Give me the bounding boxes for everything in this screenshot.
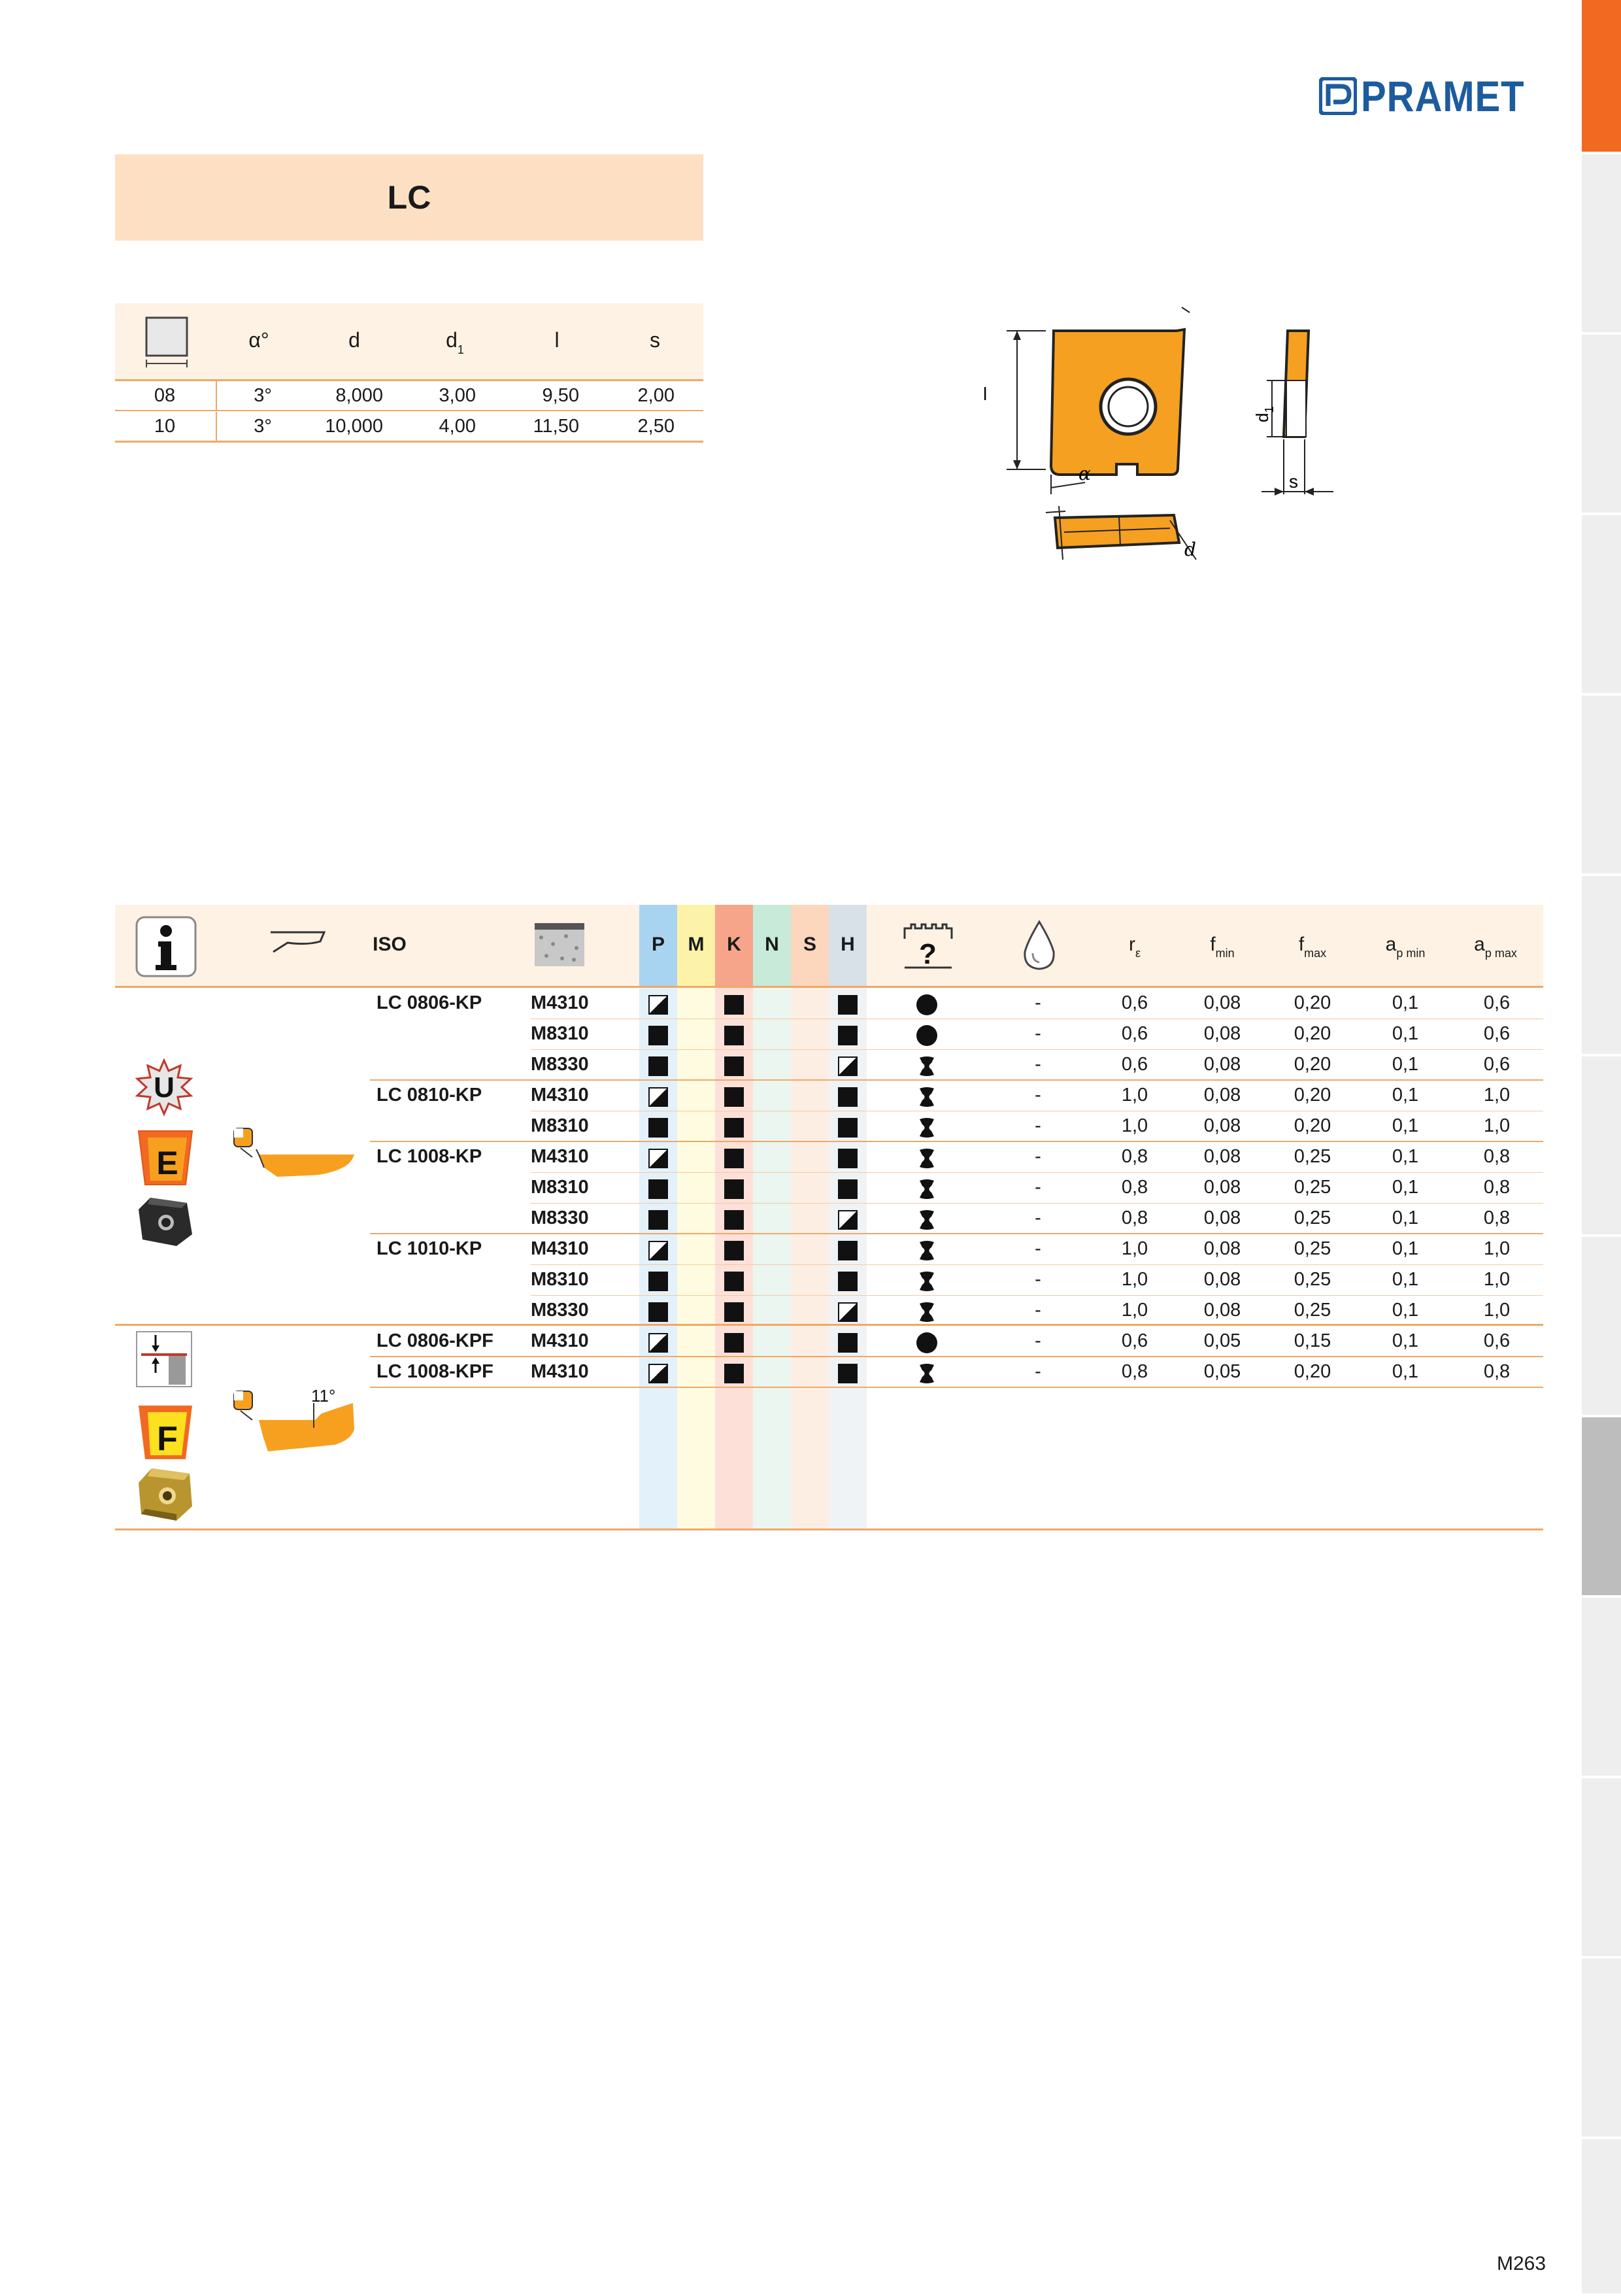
depth-max: 1,0	[1483, 1269, 1511, 1290]
feed-max: 0,25	[1294, 1177, 1331, 1198]
header-d: d	[348, 328, 360, 352]
suitability-p	[648, 1333, 668, 1353]
material-column-s	[791, 905, 829, 1530]
coolant-value: -	[1035, 1085, 1041, 1106]
feed-min: 0,08	[1203, 1115, 1241, 1136]
cell-size: 08	[154, 385, 176, 406]
kpf-chipbreaker-section-icon	[230, 1389, 361, 1467]
group-divider	[115, 1324, 1543, 1326]
side-tab[interactable]	[1582, 876, 1621, 1056]
feed-min: 0,08	[1203, 1023, 1241, 1044]
product-title-bar	[115, 154, 703, 241]
suitability-p	[648, 995, 668, 1015]
divider	[115, 986, 1543, 988]
depth-min: 0,1	[1392, 1238, 1419, 1259]
header-apmax	[1474, 934, 1517, 960]
coolant-value: -	[1035, 1207, 1041, 1228]
corner-radius: 1,0	[1121, 1085, 1148, 1106]
header-material-m: M	[688, 934, 705, 955]
drawing-label-d: d	[1184, 539, 1196, 560]
depth-max: 0,6	[1483, 1023, 1511, 1044]
grade-name: M4310	[531, 1146, 589, 1167]
suitability-h	[838, 1179, 858, 1199]
cell-size: 10	[154, 416, 176, 437]
condition-normal-icon	[916, 1178, 938, 1200]
header-d1	[446, 328, 464, 356]
feed-max: 0,20	[1294, 1361, 1331, 1382]
header-fmax	[1298, 934, 1327, 960]
edge-type-f-icon	[136, 1403, 195, 1462]
feed-min: 0,08	[1203, 1207, 1241, 1228]
coolant-value: -	[1035, 1054, 1041, 1075]
side-tab[interactable]	[1582, 1056, 1621, 1237]
coolant-value: -	[1035, 1177, 1041, 1198]
drawing-label-d1: $d_1$	[1252, 406, 1276, 422]
edge-letter-f: F	[157, 1420, 178, 1458]
side-tab[interactable]	[1582, 515, 1621, 696]
grade-name: M4310	[531, 1330, 589, 1351]
grade-name: M4310	[531, 1361, 589, 1382]
coolant-value: -	[1035, 1361, 1041, 1382]
suitability-k	[724, 1333, 744, 1353]
corner-radius: 1,0	[1121, 1269, 1148, 1290]
depth-min: 0,1	[1392, 1300, 1419, 1321]
kp-chipbreaker-section-icon	[230, 1126, 361, 1185]
header-apmax-main: a	[1474, 934, 1485, 955]
feed-max: 0,20	[1294, 1085, 1331, 1106]
condition-normal-icon	[916, 1147, 938, 1170]
coolant-value: -	[1035, 1330, 1041, 1351]
edge-type-e-icon	[136, 1128, 195, 1187]
side-tab[interactable]	[1582, 1959, 1621, 2139]
row-divider	[531, 1049, 1543, 1050]
grade-name: M8330	[531, 1300, 589, 1321]
dimension-row	[115, 381, 703, 410]
header-apmin	[1385, 934, 1426, 960]
corner-radius: 1,0	[1121, 1300, 1148, 1321]
condition-normal-icon	[916, 1270, 938, 1292]
suitability-k	[724, 1210, 744, 1230]
corner-radius: 0,6	[1121, 992, 1148, 1013]
grade-name: M8330	[531, 1054, 589, 1075]
material-column-n	[753, 905, 791, 1530]
corner-radius: 1,0	[1121, 1238, 1148, 1259]
header-apmin-main: a	[1385, 934, 1397, 955]
dimension-table-header	[115, 303, 703, 380]
condition-normal-icon	[916, 1086, 938, 1108]
suitability-p	[648, 1056, 668, 1076]
depth-min: 0,1	[1392, 1361, 1419, 1382]
header-material-k: K	[727, 934, 741, 955]
suitability-h	[838, 1087, 858, 1107]
header-material-n: N	[765, 934, 779, 955]
depth-min: 0,1	[1392, 1054, 1419, 1075]
corner-radius: 0,8	[1121, 1207, 1148, 1228]
feed-max: 0,20	[1294, 992, 1331, 1013]
suitability-h	[838, 1149, 858, 1168]
suitability-p	[648, 1302, 668, 1322]
grade-material-icon	[533, 922, 586, 969]
insert-size-icon	[144, 315, 191, 370]
side-tab[interactable]	[1582, 335, 1621, 515]
header-l: l	[554, 328, 560, 352]
header-fmin-sub: min	[1215, 947, 1235, 960]
coolant-value: -	[1035, 1115, 1041, 1136]
finishing-depth-icon	[135, 1330, 193, 1389]
coolant-value: -	[1035, 1023, 1041, 1044]
depth-max: 0,8	[1483, 1361, 1511, 1382]
insert-technical-drawing	[974, 298, 1340, 573]
info-icon[interactable]	[135, 915, 197, 978]
side-tab[interactable]	[1582, 154, 1621, 335]
suitability-k	[724, 1149, 744, 1168]
condition-stable-icon	[916, 1332, 937, 1353]
suitability-k	[724, 1241, 744, 1260]
universal-letter: U	[154, 1072, 175, 1104]
suitability-h	[838, 1210, 858, 1230]
feed-min: 0,08	[1203, 1269, 1241, 1290]
feed-min: 0,08	[1203, 1146, 1241, 1167]
operation-conditions-icon	[902, 922, 954, 971]
page-number: M263	[1497, 2253, 1546, 2274]
cell-d: 10,000	[325, 416, 383, 437]
depth-max: 0,6	[1483, 1330, 1511, 1351]
grade-name: M8330	[531, 1207, 589, 1228]
kpf-insert-photo-icon	[136, 1464, 196, 1525]
feed-max: 0,25	[1294, 1146, 1331, 1167]
suitability-k	[724, 1364, 744, 1383]
suitability-h	[838, 1118, 858, 1138]
grade-name: M4310	[531, 1085, 589, 1106]
depth-min: 0,1	[1392, 1207, 1419, 1228]
header-material-h: H	[841, 934, 855, 955]
suitability-k	[724, 1272, 744, 1291]
depth-max: 1,0	[1483, 1085, 1511, 1106]
drawing-label-s: s	[1289, 471, 1298, 492]
depth-min: 0,1	[1392, 1115, 1419, 1136]
row-divider	[531, 1172, 1543, 1173]
grade-name: M4310	[531, 992, 589, 1013]
header-fmax-main: f	[1298, 934, 1305, 955]
feed-max: 0,15	[1294, 1330, 1331, 1351]
condition-stable-icon	[916, 1025, 937, 1046]
cell-s: 2,00	[637, 385, 675, 406]
grade-name: M8310	[531, 1269, 589, 1290]
suitability-h	[838, 1364, 858, 1383]
chipbreaker-profile-icon	[268, 928, 327, 961]
suitability-k	[724, 1179, 744, 1199]
depth-max: 0,8	[1483, 1177, 1511, 1198]
header-s: s	[650, 328, 660, 352]
side-tabs	[1582, 0, 1621, 2293]
iso-code: LC 0810-KP	[376, 1085, 482, 1106]
header-d1-main: d	[446, 328, 458, 352]
suitability-h	[838, 1026, 858, 1045]
suitability-k	[724, 1118, 744, 1138]
header-fmin-main: f	[1210, 934, 1216, 955]
suitability-k	[724, 1026, 744, 1045]
feed-max: 0,25	[1294, 1269, 1331, 1290]
depth-max: 0,8	[1483, 1146, 1511, 1167]
edge-letter-e: E	[156, 1145, 178, 1181]
header-fmax-sub: max	[1304, 947, 1327, 960]
side-tab[interactable]	[1582, 696, 1621, 876]
row-group-divider	[370, 1079, 1543, 1081]
universal-machining-icon	[135, 1058, 193, 1117]
iso-code: LC 0806-KPF	[376, 1330, 493, 1351]
suitability-p	[648, 1272, 668, 1291]
suitability-k	[724, 995, 744, 1015]
feed-min: 0,08	[1203, 1054, 1241, 1075]
suitability-p	[648, 1210, 668, 1230]
rake-angle-label: 11°	[311, 1389, 336, 1406]
feed-min: 0,08	[1203, 992, 1241, 1013]
condition-normal-icon	[916, 1209, 938, 1231]
row-group-divider	[370, 1233, 1543, 1234]
side-tab-current[interactable]	[1582, 1417, 1621, 1598]
depth-min: 0,1	[1392, 1146, 1419, 1167]
brand-logo	[1319, 73, 1547, 119]
corner-radius: 1,0	[1121, 1115, 1148, 1136]
feed-max: 0,25	[1294, 1238, 1331, 1259]
depth-max: 1,0	[1483, 1300, 1511, 1321]
corner-radius: 0,8	[1121, 1361, 1148, 1382]
suitability-p	[648, 1179, 668, 1199]
header-apmax-sub: p max	[1484, 947, 1517, 960]
grade-name: M8310	[531, 1023, 589, 1044]
depth-min: 0,1	[1392, 1269, 1419, 1290]
drawing-label-alpha: α	[1078, 463, 1091, 484]
feed-min: 0,08	[1203, 1177, 1241, 1198]
coolant-value: -	[1035, 1269, 1041, 1290]
depth-min: 0,1	[1392, 1023, 1419, 1044]
divider	[216, 381, 217, 410]
table-bottom-divider	[115, 1528, 1543, 1530]
header-fmin	[1210, 934, 1235, 960]
suitability-h	[838, 1302, 858, 1322]
side-tab[interactable]	[1582, 1237, 1621, 1417]
feed-max: 0,25	[1294, 1300, 1331, 1321]
cell-d1: 4,00	[439, 416, 476, 437]
condition-normal-icon	[916, 1117, 938, 1139]
suitability-k	[724, 1302, 744, 1322]
divider	[115, 441, 703, 443]
header-alpha: α°	[248, 328, 269, 352]
header-iso: ISO	[373, 934, 407, 955]
feed-min: 0,08	[1203, 1300, 1241, 1321]
row-divider	[531, 1295, 1543, 1296]
kp-insert-photo-icon	[136, 1194, 196, 1250]
header-material-p: P	[651, 934, 665, 955]
suitability-k	[724, 1056, 744, 1076]
side-tab[interactable]	[1582, 1778, 1621, 1959]
divider	[216, 412, 217, 441]
header-r	[1128, 934, 1141, 960]
suitability-p	[648, 1087, 668, 1107]
corner-radius: 0,6	[1121, 1330, 1148, 1351]
header-r-sub: ε	[1135, 947, 1141, 960]
brand-name: PRAMET	[1361, 72, 1525, 120]
row-divider	[531, 1264, 1543, 1265]
condition-normal-icon	[916, 1240, 938, 1262]
corner-radius: 0,6	[1121, 1054, 1148, 1075]
suitability-h	[838, 995, 858, 1015]
feed-min: 0,05	[1203, 1330, 1241, 1351]
depth-max: 0,6	[1483, 1054, 1511, 1075]
suitability-h	[838, 1056, 858, 1076]
iso-code: LC 1008-KPF	[376, 1361, 493, 1382]
depth-max: 0,6	[1483, 992, 1511, 1013]
condition-normal-icon	[916, 1362, 938, 1385]
cell-l: 9,50	[542, 385, 579, 406]
depth-min: 0,1	[1392, 992, 1419, 1013]
condition-normal-icon	[916, 1055, 938, 1077]
header-r-main: r	[1128, 934, 1135, 955]
suitability-p	[648, 1241, 668, 1260]
coolant-value: -	[1035, 992, 1041, 1013]
feed-max: 0,20	[1294, 1023, 1331, 1044]
row-group-divider	[370, 1356, 1543, 1357]
cell-d: 8,000	[335, 385, 383, 406]
grade-name: M4310	[531, 1238, 589, 1259]
grade-name: M8310	[531, 1115, 589, 1136]
corner-radius: 0,8	[1121, 1177, 1148, 1198]
suitability-p	[648, 1364, 668, 1383]
depth-min: 0,1	[1392, 1085, 1419, 1106]
depth-max: 1,0	[1483, 1115, 1511, 1136]
corner-radius: 0,6	[1121, 1023, 1148, 1044]
material-column-m	[677, 905, 715, 1530]
condition-stable-icon	[916, 994, 937, 1015]
suitability-p	[648, 1149, 668, 1168]
feed-max: 0,25	[1294, 1207, 1331, 1228]
dimension-row	[115, 412, 703, 441]
suitability-h	[838, 1272, 858, 1291]
depth-max: 0,8	[1483, 1207, 1511, 1228]
coolant-value: -	[1035, 1146, 1041, 1167]
cell-s: 2,50	[637, 416, 675, 437]
cell-l: 11,50	[533, 416, 579, 437]
cell-d1: 3,00	[439, 385, 476, 406]
coolant-value: -	[1035, 1238, 1041, 1259]
side-tab[interactable]	[1582, 1598, 1621, 1778]
coolant-drop-icon	[1020, 919, 1059, 971]
depth-min: 0,1	[1392, 1177, 1419, 1198]
iso-code: LC 1008-KP	[376, 1146, 482, 1167]
suitability-h	[838, 1333, 858, 1353]
coolant-value: -	[1035, 1300, 1041, 1321]
side-tab[interactable]	[1582, 2139, 1621, 2296]
corner-radius: 0,8	[1121, 1146, 1148, 1167]
suitability-h	[838, 1241, 858, 1260]
grade-name: M8310	[531, 1177, 589, 1198]
condition-normal-icon	[916, 1301, 938, 1323]
side-tab-active[interactable]	[1582, 0, 1621, 154]
feed-max: 0,20	[1294, 1054, 1331, 1075]
iso-code: LC 0806-KP	[376, 992, 482, 1013]
row-group-divider	[370, 1141, 1543, 1142]
row-group-divider	[370, 1387, 1543, 1388]
suitability-p	[648, 1026, 668, 1045]
product-title: LC	[387, 179, 431, 216]
brand-logo-icon	[1319, 77, 1357, 115]
cell-alpha: 3°	[254, 385, 272, 406]
suitability-p	[648, 1118, 668, 1138]
svg-text:?: ?	[919, 938, 937, 970]
feed-max: 0,20	[1294, 1115, 1331, 1136]
header-d1-sub: 1	[457, 343, 464, 356]
drawing-label-l: l	[983, 384, 988, 404]
suitability-k	[724, 1087, 744, 1107]
header-apmin-sub: p min	[1396, 947, 1426, 960]
feed-min: 0,08	[1203, 1085, 1241, 1106]
divider	[115, 410, 703, 411]
header-material-s: S	[803, 934, 817, 955]
iso-code: LC 1010-KP	[376, 1238, 482, 1259]
depth-min: 0,1	[1392, 1330, 1419, 1351]
row-divider	[531, 1203, 1543, 1204]
feed-min: 0,08	[1203, 1238, 1241, 1259]
depth-max: 1,0	[1483, 1238, 1511, 1259]
feed-min: 0,05	[1203, 1361, 1241, 1382]
cell-alpha: 3°	[254, 416, 272, 437]
